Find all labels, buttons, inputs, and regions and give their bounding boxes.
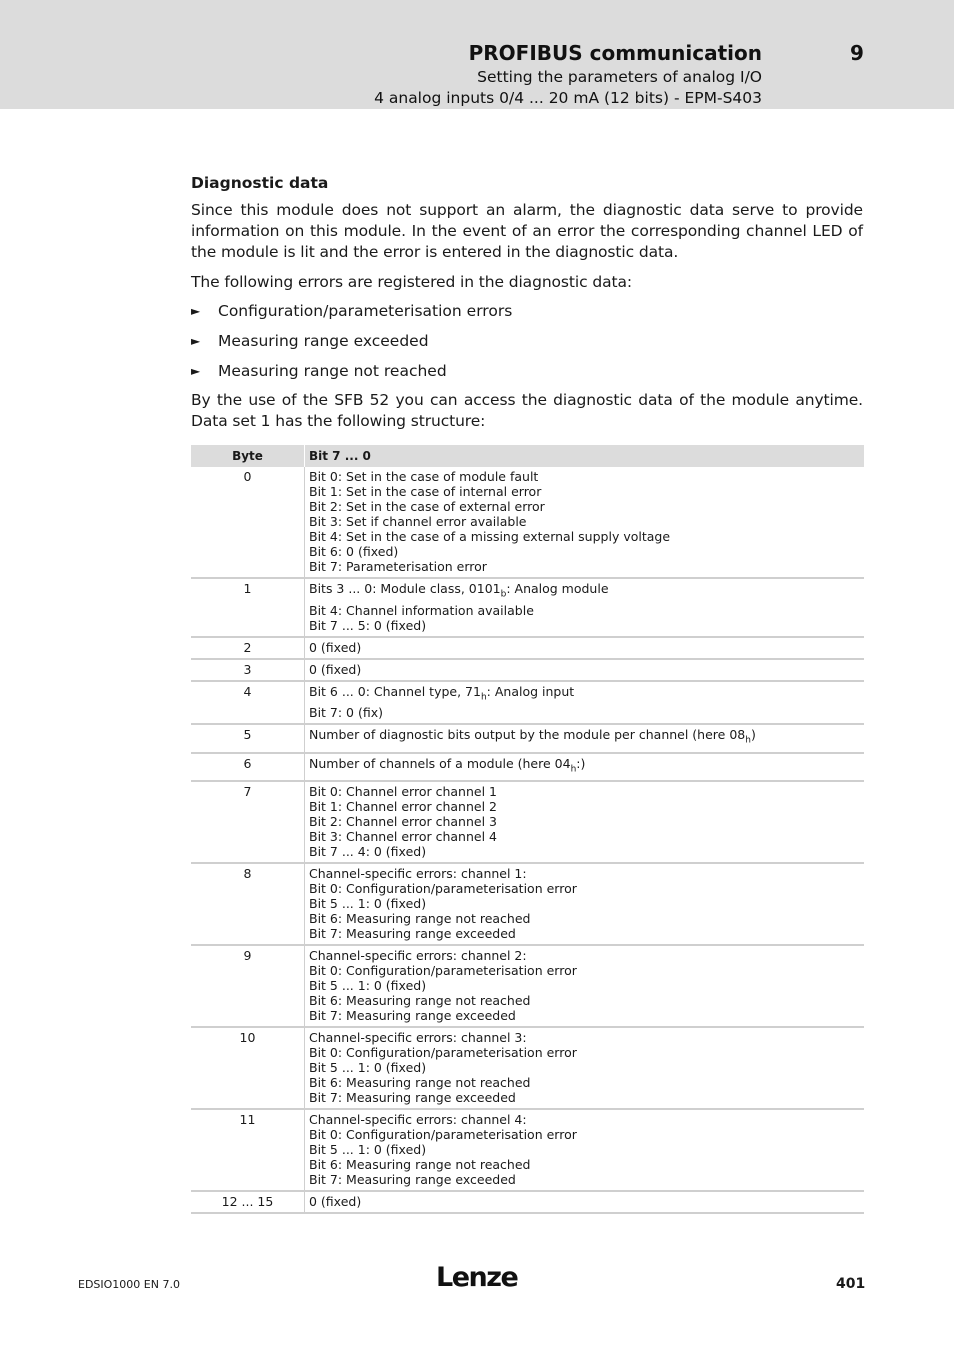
table-row — [191, 659, 864, 681]
bit-description-line: Bit 2: Channel error channel 3 — [309, 814, 497, 829]
list-item: ► Measuring range not reached — [191, 362, 447, 380]
byte-cell: 3 — [191, 659, 305, 681]
table-header-row — [191, 445, 864, 467]
bit-description-line: Bit 1: Set in the case of internal error — [309, 484, 542, 499]
bit-description-line: Bit 7: Measuring range exceeded — [309, 1172, 516, 1187]
bit-description-line: Bit 0: Configuration/parameterisation error — [309, 1045, 577, 1060]
bit-description-line: Channel-specific errors: channel 3: — [309, 1030, 527, 1045]
byte-cell: 11 — [191, 1109, 305, 1191]
column-header-byte: Byte — [191, 445, 305, 467]
bit-description-line: Bit 0: Configuration/parameterisation error — [309, 1127, 577, 1142]
bit-description-line: Bit 2: Set in the case of external error — [309, 499, 545, 514]
bit-description-cell — [305, 724, 865, 753]
chapter-number: 9 — [850, 41, 864, 65]
bit-description-cell — [305, 637, 865, 659]
bit-description-line: 0 (fixed) — [309, 1194, 362, 1209]
header-title: PROFIBUS communication — [468, 41, 762, 65]
bit-description-cell — [305, 467, 865, 578]
bit-description-line: 0 (fixed) — [309, 639, 362, 655]
bit-description-line: Number of diagnostic bits output by the module per channel (here $08_h$) — [309, 727, 756, 746]
bit-description-line: Bit 7: 0 (fix) — [309, 705, 384, 720]
bit-description-line: Bit 0: Configuration/parameterisation error — [309, 963, 577, 978]
bit-description-cell — [305, 681, 865, 725]
section-heading: Diagnostic data — [191, 174, 329, 192]
bit-description-line: Bit 7: Measuring range exceeded — [309, 926, 516, 941]
bit-description-line: Bit 1: Channel error channel 2 — [309, 799, 497, 814]
bit-description-line: Bit 5 ... 1: 0 (fixed) — [309, 1060, 427, 1075]
bit-description-line: Bit 4: Channel information available — [309, 602, 534, 618]
bit-description-line: Bit 3: Channel error channel 4 — [309, 829, 497, 844]
bit-description-line: Bit 5 ... 1: 0 (fixed) — [309, 1142, 427, 1157]
bit-description-line: Bit 7: Measuring range exceeded — [309, 1090, 516, 1105]
bit-description-line: Bit 3: Set if channel error available — [309, 514, 527, 529]
error-list — [191, 301, 863, 381]
header-subtitle-1: Setting the parameters of analog I/O — [477, 68, 762, 86]
bit-description-line: Bit 6: Measuring range not reached — [309, 1075, 531, 1090]
byte-cell: 9 — [191, 945, 305, 1027]
bit-description-line: Bit 6: Measuring range not reached — [309, 993, 531, 1008]
table-row — [191, 863, 864, 945]
table-row — [191, 1109, 864, 1191]
byte-cell: 7 — [191, 781, 305, 863]
bit-description-line: Bit 0: Configuration/parameterisation error — [309, 881, 577, 896]
bit-description-cell — [305, 945, 865, 1027]
bit-description-cell — [305, 1027, 865, 1109]
bit-description-line: Bits 3 ... 0: Module class, $0101_b$: Analog module — [309, 581, 609, 600]
byte-cell: 4 — [191, 681, 305, 725]
bit-description-line: Bit 7 ... 4: 0 (fixed) — [309, 844, 427, 859]
bit-description-cell — [305, 1191, 865, 1213]
bit-description-line: Bit 6: 0 (fixed) — [309, 544, 399, 559]
page-number: 401 — [836, 1276, 866, 1292]
bit-description-cell — [305, 578, 865, 637]
table-body — [191, 467, 864, 1213]
byte-cell: 12 ... 15 — [191, 1191, 305, 1213]
byte-cell: 6 — [191, 753, 305, 782]
list-item: ► Measuring range exceeded — [191, 332, 429, 350]
table-row — [191, 1027, 864, 1109]
byte-cell: 1 — [191, 578, 305, 637]
list-item: ► Configuration/parameterisation errors — [191, 302, 513, 320]
byte-cell: 10 — [191, 1027, 305, 1109]
bit-description-line: Bit 7 ... 5: 0 (fixed) — [309, 617, 427, 633]
bit-description-line: Bit 4: Set in the case of a missing external supply voltage — [309, 529, 671, 544]
bit-description-line: Bit 5 ... 1: 0 (fixed) — [309, 978, 427, 993]
table-row — [191, 1191, 864, 1213]
bit-description-line: Bit 0: Channel error channel 1 — [309, 784, 497, 799]
bit-description-line: Channel-specific errors: channel 4: — [309, 1112, 527, 1127]
bit-description-line: Bit 0: Set in the case of module fault — [309, 469, 539, 484]
structure-paragraph: By the use of the SFB 52 you can access the diagnostic data of the module anytime. Data set 1 has the following structure: — [191, 391, 863, 430]
intro-paragraph: Since this module does not support an alarm, the diagnostic data serve to provide information on this module. In the event of an error the corresponding channel LED of the module is lit and the error is entered in the diagnostic data. — [191, 201, 863, 261]
diagnostic-data-table — [191, 445, 864, 1214]
lenze-logo: Lenze — [436, 1262, 518, 1293]
bit-description-line: Bit 6: Measuring range not reached — [309, 1157, 531, 1172]
triangle-right-icon: ► — [191, 334, 201, 348]
byte-cell: 2 — [191, 637, 305, 659]
bit-description-cell — [305, 753, 865, 782]
bit-description-line: Bit 6 ... 0: Channel type, $71_h$: Analog input — [309, 683, 575, 702]
table-row — [191, 637, 864, 659]
table-row — [191, 681, 864, 725]
table-row — [191, 724, 864, 753]
bit-description-line: Channel-specific errors: channel 2: — [309, 948, 527, 963]
column-header-bits: Bit 7 ... 0 — [305, 445, 865, 467]
header-band — [0, 0, 954, 109]
bit-description-line: Number of channels of a module (here $04_h$:) — [309, 755, 586, 774]
main-content — [191, 172, 863, 432]
table-row — [191, 945, 864, 1027]
table-row — [191, 578, 864, 637]
bit-description-line: Channel-specific errors: channel 1: — [309, 866, 527, 881]
bit-description-line: Bit 6: Measuring range not reached — [309, 911, 531, 926]
errors-lead-paragraph: The following errors are registered in the diagnostic data: — [191, 273, 632, 291]
byte-cell: 0 — [191, 467, 305, 578]
table-row — [191, 467, 864, 578]
bit-description-cell — [305, 781, 865, 863]
header-subtitle-2: 4 analog inputs 0/4 ... 20 mA (12 bits) - EPM-S403 — [374, 89, 762, 107]
triangle-right-icon: ► — [191, 364, 201, 378]
triangle-right-icon: ► — [191, 304, 201, 318]
bit-description-line: Bit 7: Parameterisation error — [309, 559, 487, 574]
bit-description-line: Bit 5 ... 1: 0 (fixed) — [309, 896, 427, 911]
table-row — [191, 753, 864, 782]
bit-description-line: Bit 7: Measuring range exceeded — [309, 1008, 516, 1023]
bit-description-cell — [305, 659, 865, 681]
doc-id: EDSIO1000 EN 7.0 — [78, 1278, 180, 1291]
bit-description-cell — [305, 1109, 865, 1191]
byte-cell: 8 — [191, 863, 305, 945]
table-row — [191, 781, 864, 863]
byte-cell: 5 — [191, 724, 305, 753]
bit-description-cell — [305, 863, 865, 945]
bit-description-line: 0 (fixed) — [309, 661, 362, 677]
